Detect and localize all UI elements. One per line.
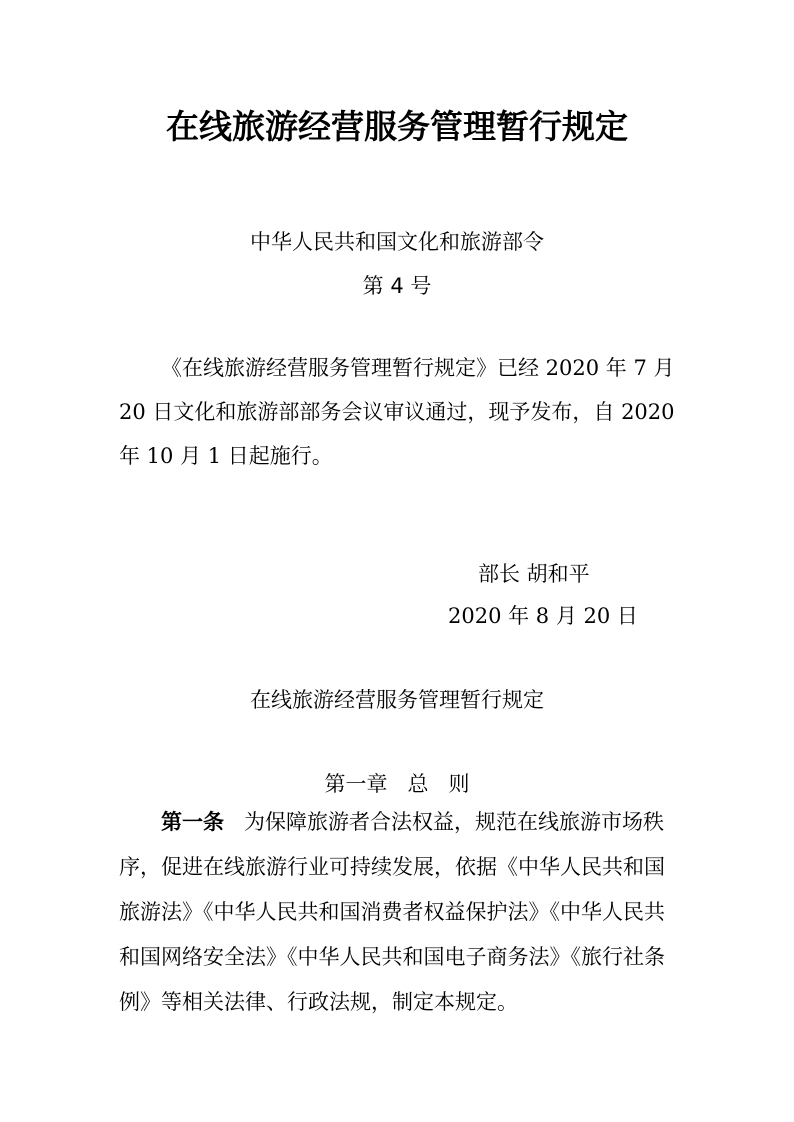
article-line: 和国网络安全法》《中华人民共和国电子商务法》《旅行社条 (119, 945, 665, 969)
article-1 (119, 800, 679, 1025)
article-text: 为保障旅游者合法权益，规范在线旅游市场秩 (244, 810, 664, 834)
article-line: 序，促进在线旅游行业可持续发展，依据《中华人民共和国 (119, 855, 665, 879)
article-line: 旅游法》《中华人民共和国消费者权益保护法》《中华人民共 (119, 900, 665, 924)
document-title: 在线旅游经营服务管理暂行规定 (166, 107, 628, 146)
sign-date: 2020 年 8 月 20 日 (448, 604, 638, 628)
regulation-subtitle: 在线旅游经营服务管理暂行规定 (250, 688, 544, 712)
decree-number: 第 4 号 (362, 274, 432, 298)
article-line (119, 800, 679, 845)
article-line: 例》等相关法律、行政法规，制定本规定。 (119, 990, 518, 1014)
promulgation-line: 《在线旅游经营服务管理暂行规定》已经 2020 年 7 月 (161, 356, 675, 380)
decree-issuer: 中华人民共和国文化和旅游部令 (250, 230, 544, 254)
promulgation-line: 年 10 月 1 日起施行。 (119, 444, 333, 468)
article-label: 第一条 (161, 810, 224, 834)
chapter-heading: 第一章 总 则 (324, 772, 470, 796)
signer: 部长 胡和平 (478, 562, 590, 586)
promulgation-paragraph (119, 346, 679, 478)
promulgation-line: 20 日文化和旅游部部务会议审议通过，现予发布，自 2020 (119, 400, 675, 424)
